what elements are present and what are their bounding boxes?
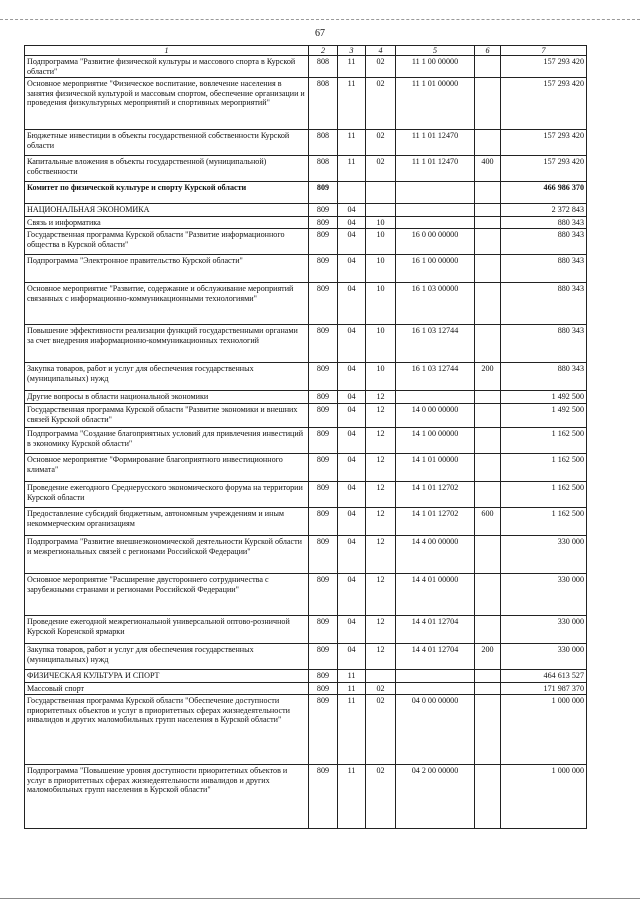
cell-subsection: 12 [366,573,396,615]
cell-target-article: 14 4 01 00000 [396,573,475,615]
cell-amount: 157 293 420 [501,56,587,78]
table-row [25,615,587,643]
cell-target-article: 14 0 00 00000 [396,403,475,427]
cell-name: Основное мероприятие "Развитие, содержание и обслуживание мероприятий связанных с информационно-коммуникационными технологиями" [25,283,309,325]
cell-target-article [396,216,475,229]
table-row [25,403,587,427]
table-row [25,427,587,453]
cell-section: 04 [338,453,366,481]
cell-ministry: 809 [309,535,338,573]
page-number: 67 [315,28,325,39]
cell-amount: 2 372 843 [501,204,587,217]
table-row [25,78,587,130]
cell-subsection: 12 [366,403,396,427]
cell-target-article: 04 0 00 00000 [396,695,475,765]
table-row [25,391,587,404]
cell-expense-type [475,765,501,829]
cell-subsection [366,669,396,682]
cell-subsection: 10 [366,229,396,255]
cell-name: НАЦИОНАЛЬНАЯ ЭКОНОМИКА [25,204,309,217]
budget-table [24,45,587,829]
cell-ministry: 809 [309,216,338,229]
cell-target-article: 14 4 01 12704 [396,615,475,643]
cell-section: 04 [338,216,366,229]
cell-section: 04 [338,283,366,325]
cell-amount: 464 613 527 [501,669,587,682]
cell-section: 04 [338,427,366,453]
cell-name: ФИЗИЧЕСКАЯ КУЛЬТУРА И СПОРТ [25,669,309,682]
cell-subsection: 02 [366,156,396,182]
cell-target-article: 04 2 00 00000 [396,765,475,829]
cell-ministry: 809 [309,363,338,391]
header-col-4: 4 [366,46,396,56]
cell-amount: 1 162 500 [501,481,587,507]
cell-ministry: 809 [309,695,338,765]
cell-target-article: 14 1 00 00000 [396,427,475,453]
cell-expense-type [475,216,501,229]
cell-section: 11 [338,695,366,765]
cell-amount: 330 000 [501,535,587,573]
cell-target-article: 11 1 01 12470 [396,156,475,182]
cell-section: 04 [338,255,366,283]
table-row [25,481,587,507]
cell-section: 04 [338,204,366,217]
cell-amount: 1 492 500 [501,391,587,404]
cell-ministry: 809 [309,427,338,453]
cell-target-article [396,182,475,204]
cell-subsection: 02 [366,682,396,695]
cell-amount: 880 343 [501,363,587,391]
bottom-rule [0,898,640,899]
cell-expense-type [475,695,501,765]
cell-subsection: 02 [366,765,396,829]
top-rule [0,19,640,20]
cell-name: Закупка товаров, работ и услуг для обеспечения государственных (муниципальных) нужд [25,363,309,391]
cell-target-article: 14 1 01 12702 [396,507,475,535]
cell-subsection: 02 [366,56,396,78]
cell-amount: 157 293 420 [501,130,587,156]
cell-section: 11 [338,682,366,695]
cell-target-article: 11 1 01 00000 [396,78,475,130]
cell-expense-type [475,682,501,695]
cell-target-article: 16 0 00 00000 [396,229,475,255]
cell-name: Связь и информатика [25,216,309,229]
cell-amount: 880 343 [501,216,587,229]
cell-ministry: 808 [309,156,338,182]
table-row [25,255,587,283]
cell-expense-type [475,255,501,283]
cell-section: 04 [338,481,366,507]
cell-section: 11 [338,130,366,156]
cell-section: 04 [338,403,366,427]
cell-section: 11 [338,78,366,130]
cell-target-article: 14 4 01 12704 [396,643,475,669]
cell-name: Предоставление субсидий бюджетным, автономным учреждениям и иным некоммерческим организациям [25,507,309,535]
cell-name: Подпрограмма "Развитие физической культуры и массового спорта в Курской области" [25,56,309,78]
header-col-3: 3 [338,46,366,56]
cell-amount: 880 343 [501,283,587,325]
cell-section: 04 [338,643,366,669]
cell-amount: 330 000 [501,643,587,669]
table-row [25,204,587,217]
table-row [25,156,587,182]
cell-expense-type [475,427,501,453]
cell-ministry: 809 [309,481,338,507]
cell-amount: 1 000 000 [501,765,587,829]
cell-name: Подпрограмма "Повышение уровня доступности приоритетных объектов и услуг в приоритетных сферах жизнедеятельности инвалидов и других маломобильных групп населения в Курской области" [25,765,309,829]
cell-name: Подпрограмма "Развитие внешнеэкономической деятельности Курской области и межрегиональных связей с регионами Российской Федерации" [25,535,309,573]
cell-ministry: 809 [309,283,338,325]
header-row [25,46,587,56]
cell-amount: 171 987 370 [501,682,587,695]
header-col-7: 7 [501,46,587,56]
cell-expense-type [475,453,501,481]
cell-name: Основное мероприятие "Формирование благоприятного инвестиционного климата" [25,453,309,481]
cell-target-article [396,204,475,217]
header-col-1: 1 [25,46,309,56]
cell-subsection: 02 [366,78,396,130]
cell-expense-type [475,669,501,682]
cell-target-article: 11 1 01 12470 [396,130,475,156]
cell-target-article: 14 1 01 00000 [396,453,475,481]
cell-subsection: 12 [366,391,396,404]
cell-subsection: 10 [366,363,396,391]
cell-name: Основное мероприятие "Физическое воспитание, вовлечение населения в занятия физической культурой и массовым спортом, обеспечение организации и проведения физкультурных мероприятий и спортивных мероприятий" [25,78,309,130]
table-row [25,216,587,229]
cell-subsection: 10 [366,255,396,283]
cell-target-article: 14 4 00 00000 [396,535,475,573]
cell-amount: 157 293 420 [501,78,587,130]
cell-ministry: 809 [309,204,338,217]
table-row [25,325,587,363]
cell-expense-type [475,130,501,156]
cell-subsection: 10 [366,216,396,229]
cell-ministry: 809 [309,507,338,535]
cell-name: Повышение эффективности реализации функций государственными органами за счет внедрения информационно-коммуникационных технологий [25,325,309,363]
cell-expense-type [475,535,501,573]
table-row [25,669,587,682]
cell-amount: 1 162 500 [501,507,587,535]
cell-ministry: 809 [309,643,338,669]
cell-section: 04 [338,535,366,573]
cell-section: 04 [338,363,366,391]
cell-name: Капитальные вложения в объекты государственной (муниципальной) собственности [25,156,309,182]
cell-name: Государственная программа Курской области "Развитие информационного общества в Курской области" [25,229,309,255]
cell-expense-type: 600 [475,507,501,535]
table-row [25,643,587,669]
cell-ministry: 809 [309,669,338,682]
cell-section: 11 [338,765,366,829]
cell-section: 04 [338,325,366,363]
table-row [25,682,587,695]
cell-expense-type [475,391,501,404]
cell-section: 11 [338,156,366,182]
cell-section: 11 [338,669,366,682]
cell-target-article: 16 1 03 00000 [396,283,475,325]
cell-expense-type [475,573,501,615]
cell-amount: 1 162 500 [501,427,587,453]
cell-target-article [396,391,475,404]
cell-section: 04 [338,229,366,255]
cell-expense-type [475,615,501,643]
cell-expense-type [475,204,501,217]
cell-target-article: 16 1 03 12744 [396,363,475,391]
cell-target-article: 16 1 03 12744 [396,325,475,363]
cell-ministry: 809 [309,573,338,615]
cell-section: 04 [338,615,366,643]
cell-expense-type [475,283,501,325]
cell-amount: 880 343 [501,255,587,283]
table-row [25,507,587,535]
cell-ministry: 809 [309,765,338,829]
cell-amount: 880 343 [501,325,587,363]
table-body [25,56,587,829]
table-row [25,363,587,391]
cell-expense-type [475,56,501,78]
cell-ministry: 808 [309,130,338,156]
cell-ministry: 809 [309,391,338,404]
cell-subsection: 12 [366,481,396,507]
cell-name: Проведение ежегодной межрегиональной универсальной оптово-розничной Курской Коренской ярмарки [25,615,309,643]
cell-amount: 330 000 [501,573,587,615]
cell-expense-type: 200 [475,643,501,669]
cell-ministry: 809 [309,255,338,283]
cell-name: Проведение ежегодного Среднерусского экономического форума на территории Курской области [25,481,309,507]
cell-amount: 1 162 500 [501,453,587,481]
table-row [25,182,587,204]
cell-ministry: 809 [309,403,338,427]
cell-subsection [366,182,396,204]
cell-target-article [396,682,475,695]
cell-amount: 330 000 [501,615,587,643]
cell-expense-type [475,325,501,363]
table-row [25,535,587,573]
cell-ministry: 809 [309,615,338,643]
cell-section: 04 [338,391,366,404]
cell-name: Комитет по физической культуре и спорту Курской области [25,182,309,204]
cell-subsection: 12 [366,643,396,669]
table-row [25,695,587,765]
cell-target-article: 14 1 01 12702 [396,481,475,507]
table-row [25,573,587,615]
cell-amount: 466 986 370 [501,182,587,204]
cell-name: Закупка товаров, работ и услуг для обеспечения государственных (муниципальных) нужд [25,643,309,669]
table-row [25,229,587,255]
cell-target-article [396,669,475,682]
cell-expense-type [475,481,501,507]
header-col-2: 2 [309,46,338,56]
cell-subsection: 12 [366,615,396,643]
cell-name: Другие вопросы в области национальной экономики [25,391,309,404]
cell-expense-type: 400 [475,156,501,182]
cell-name: Государственная программа Курской области "Обеспечение доступности приоритетных объектов и услуг в приоритетных сферах жизнедеятельности инвалидов и других маломобильных групп населения в Курской области" [25,695,309,765]
cell-expense-type: 200 [475,363,501,391]
table-row [25,56,587,78]
cell-section: 04 [338,507,366,535]
cell-subsection: 02 [366,695,396,765]
cell-subsection [366,204,396,217]
cell-ministry: 809 [309,453,338,481]
cell-section: 11 [338,56,366,78]
cell-subsection: 10 [366,283,396,325]
cell-ministry: 808 [309,78,338,130]
cell-ministry: 809 [309,182,338,204]
cell-name: Подпрограмма "Создание благоприятных условий для привлечения инвестиций в экономику Курской области" [25,427,309,453]
cell-ministry: 809 [309,229,338,255]
cell-name: Бюджетные инвестиции в объекты государственной собственности Курской области [25,130,309,156]
cell-target-article: 16 1 00 00000 [396,255,475,283]
cell-target-article: 11 1 00 00000 [396,56,475,78]
table-row [25,765,587,829]
table-row [25,130,587,156]
cell-amount: 1 000 000 [501,695,587,765]
table-row [25,453,587,481]
cell-name: Государственная программа Курской области "Развитие экономики и внешних связей Курской области" [25,403,309,427]
cell-name: Массовый спорт [25,682,309,695]
cell-subsection: 12 [366,427,396,453]
cell-expense-type [475,403,501,427]
cell-subsection: 12 [366,535,396,573]
cell-amount: 880 343 [501,229,587,255]
cell-expense-type [475,229,501,255]
cell-ministry: 809 [309,682,338,695]
cell-subsection: 10 [366,325,396,363]
cell-expense-type [475,182,501,204]
cell-subsection: 02 [366,130,396,156]
cell-subsection: 12 [366,453,396,481]
cell-ministry: 809 [309,325,338,363]
cell-section [338,182,366,204]
table-row [25,283,587,325]
cell-name: Основное мероприятие "Расширение двустороннего сотрудничества с зарубежными странами и регионами Российской Федерации" [25,573,309,615]
cell-name: Подпрограмма "Электронное правительство Курской области" [25,255,309,283]
header-col-6: 6 [475,46,501,56]
cell-subsection: 12 [366,507,396,535]
cell-expense-type [475,78,501,130]
cell-section: 04 [338,573,366,615]
cell-amount: 157 293 420 [501,156,587,182]
header-col-5: 5 [396,46,475,56]
cell-amount: 1 492 500 [501,403,587,427]
cell-ministry: 808 [309,56,338,78]
